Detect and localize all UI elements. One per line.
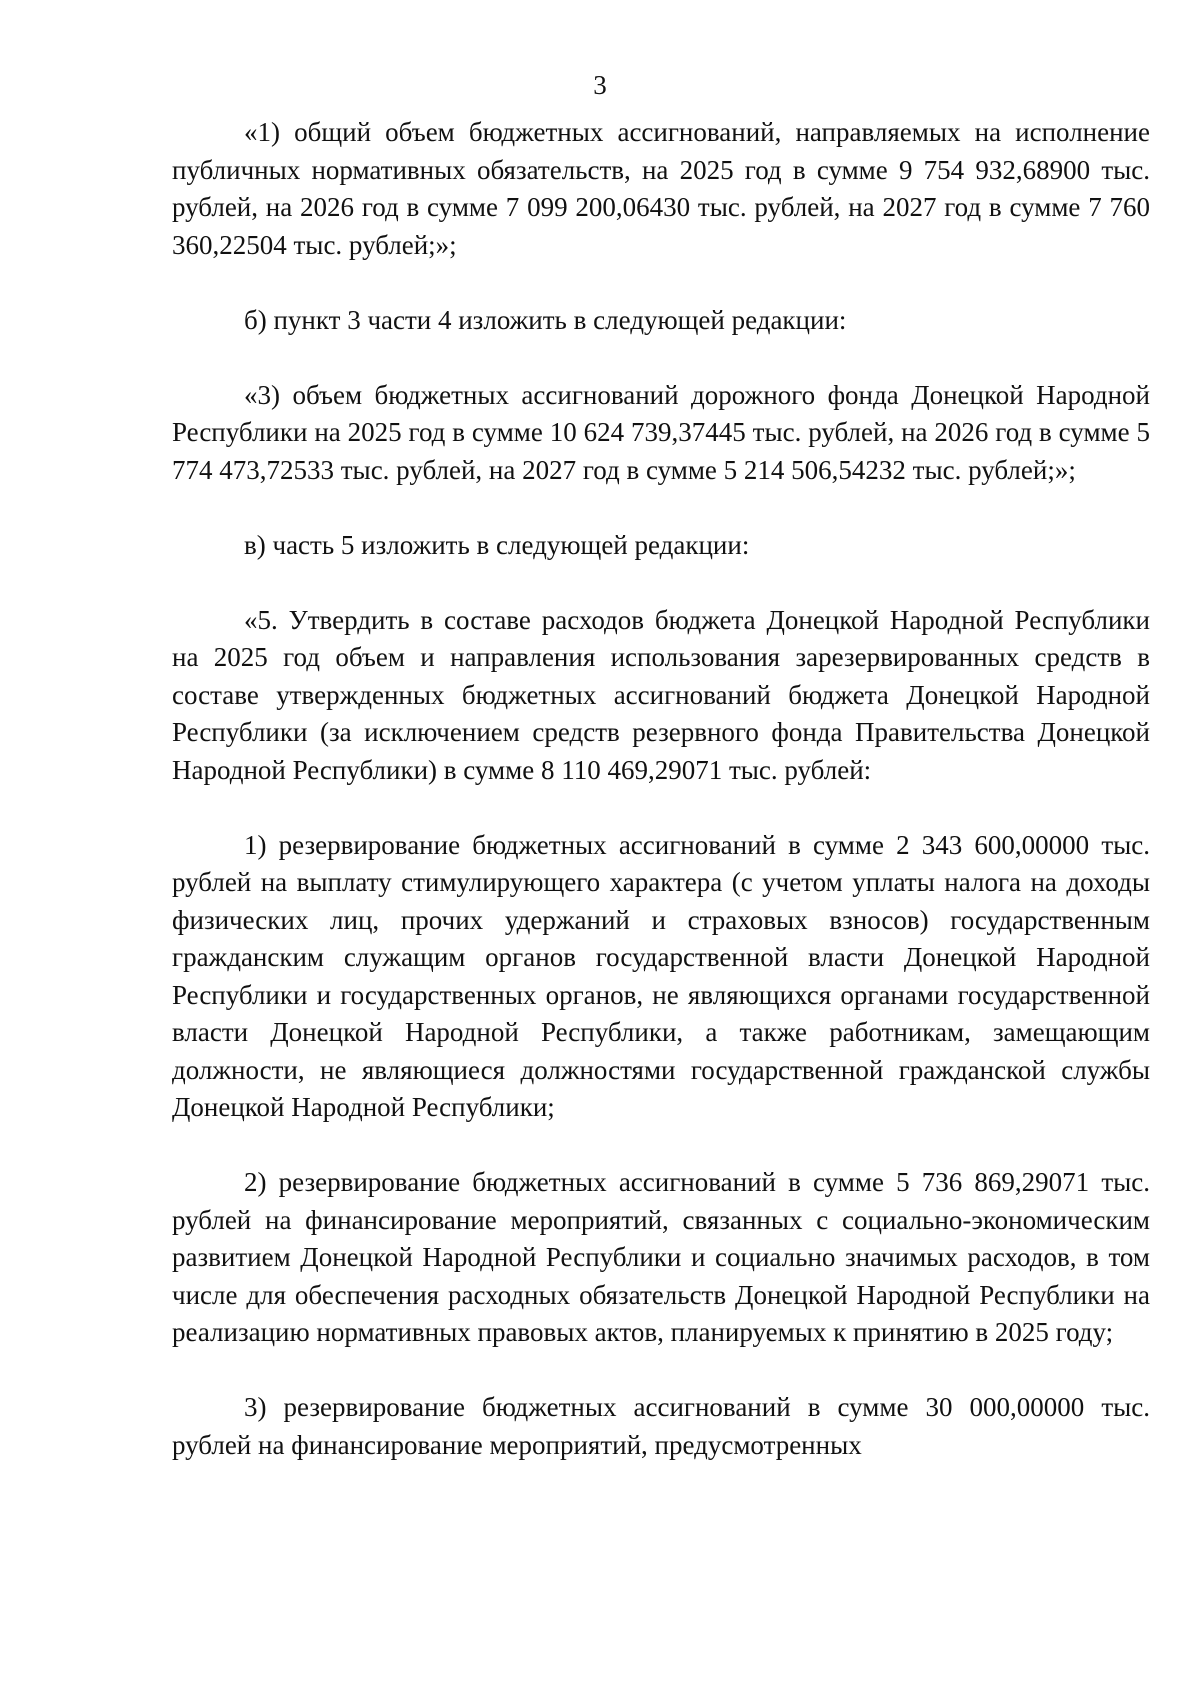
paragraph-public-obligations: «1) общий объем бюджетных ассигнований, направляемых на исполнение публичных нормативных обязательств, на 2025 год в сумме 9 754 932,68900 тыс. рублей, на 2026 год в сумме 7 099 200,06430 тыс. рублей, на 2027 год в сумме 7 760 360,22504 тыс. рублей;»;: [172, 117, 1150, 260]
paragraph-reserve-item-2: 2) резервирование бюджетных ассигнований в сумме 5 736 869,29071 тыс. рублей на финансирование мероприятий, связанных с социально-экономическим развитием Донецкой Народной Республики и социально значимых расходов, в том числе для обеспечения расходных обязательств Донецкой Народной Республики на реализацию нормативных правовых актов, планируемых к принятию в 2025 году;: [172, 1167, 1150, 1347]
paragraph-amend-item-3: б) пункт 3 части 4 изложить в следующей редакции:: [244, 304, 847, 335]
paragraph-reserve-item-3: 3) резервирование бюджетных ассигнований в сумме 30 000,00000 тыс. рублей на финансирование мероприятий, предусмотренных: [172, 1392, 1150, 1460]
paragraph-reserved-funds: «5. Утвердить в составе расходов бюджета Донецкой Народной Республики на 2025 год объем и направления использования зарезервированных средств в составе утвержденных бюджетных ассигнований бюджета Донецкой Народной Республики (за исключением средств резервного фонда Правительства Донецкой Народной Республики) в сумме 8 110 469,29071 тыс. рублей:: [172, 604, 1150, 785]
document-body: [172, 114, 1150, 1464]
page-number: 3: [593, 70, 607, 100]
paragraph-reserve-item-1: 1) резервирование бюджетных ассигнований в сумме 2 343 600,00000 тыс. рублей на выплату стимулирующего характера (с учетом уплаты налога на доходы физических лиц, прочих удержаний и страховых взносов) государственным гражданским служащим органов государственной власти Донецкой Народной Республики и государственных органов, не являющихся органами государственной власти Донецкой Народной Республики, а также работникам, замещающим должности, не являющиеся должностями государственной гражданской службы Донецкой Народной Республики;: [172, 829, 1150, 1122]
paragraph-amend-part-5: в) часть 5 изложить в следующей редакции:: [244, 529, 750, 560]
paragraph-road-fund: «3) объем бюджетных ассигнований дорожного фонда Донецкой Народной Республики на 2025 год в сумме 10 624 739,37445 тыс. рублей, на 2026 год в сумме 5 774 473,72533 тыс. рублей, на 2027 год в сумме 5 214 506,54232 тыс. рублей;»;: [172, 379, 1150, 485]
